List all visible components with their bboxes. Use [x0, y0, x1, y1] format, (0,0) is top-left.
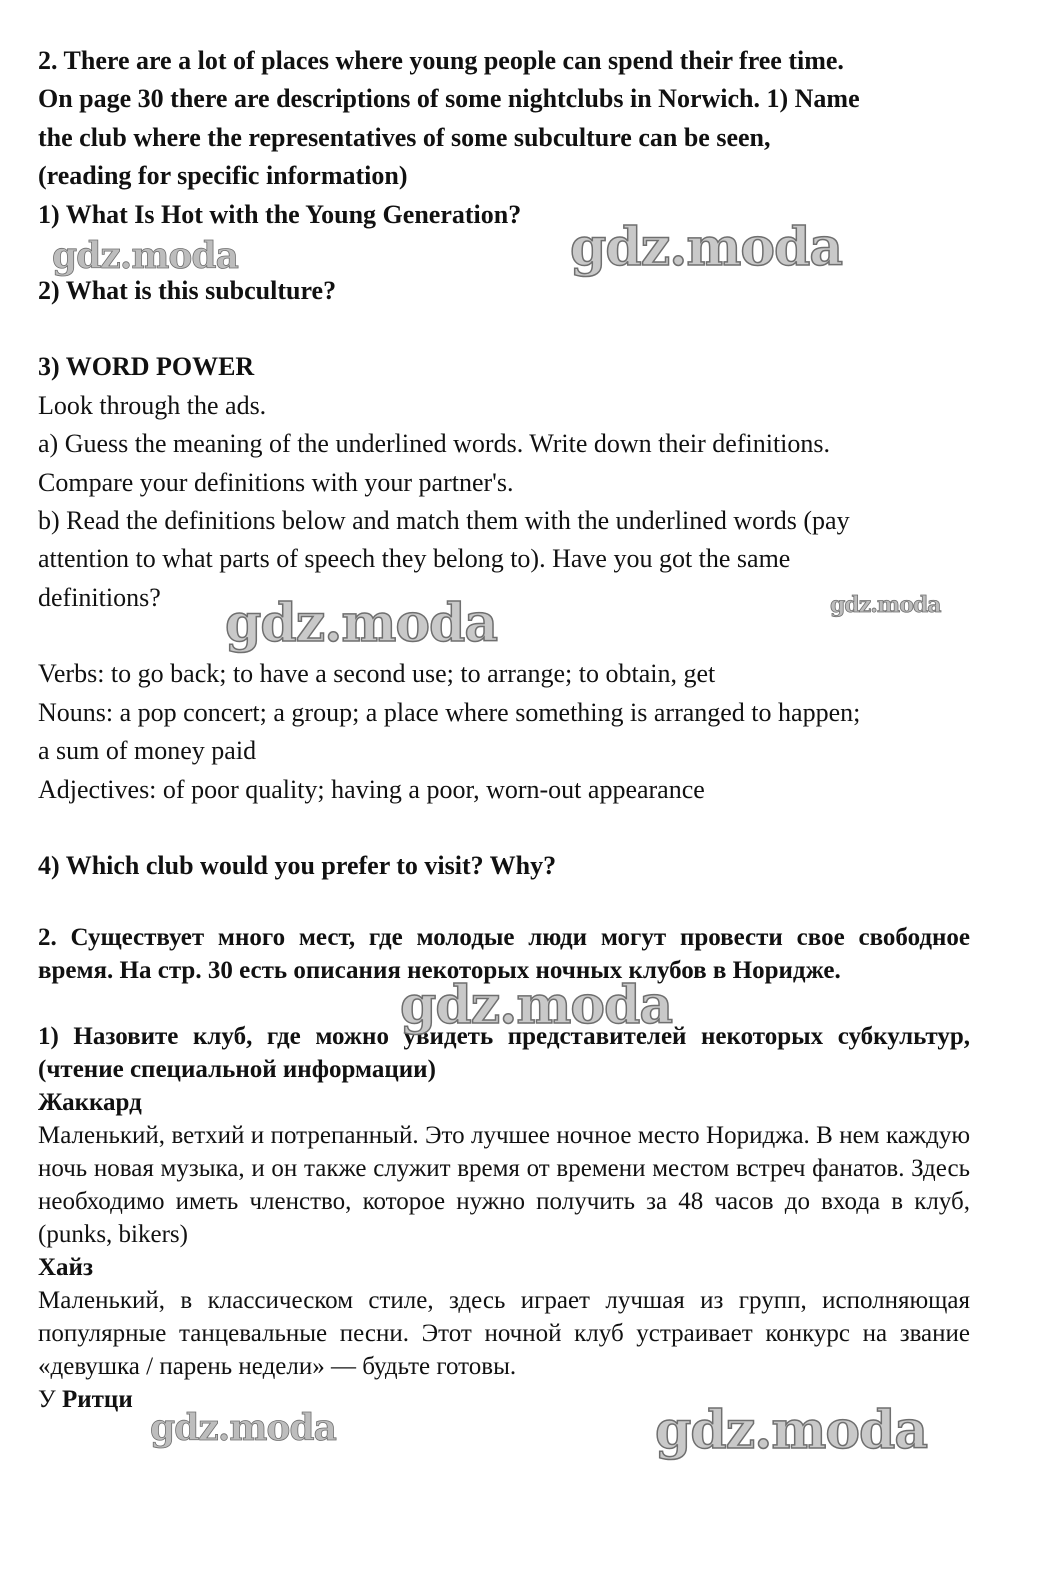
definition-line: Adjectives: of poor quality; having a poor, worn-out appearance: [38, 774, 705, 804]
russian-task-1: 1) Назовите клуб, где можно увидеть представителей некоторых субкультур, (чтение специальной информации): [38, 1023, 970, 1084]
instruction-line: definitions?: [38, 582, 161, 612]
club-name-ritzi: Ритци: [61, 1386, 133, 1414]
club-description-jacquard: Маленький, ветхий и потрепанный. Это лучшее ночное место Нориджа. В нем каждую ночь новая музыка, и он также служит время от времени местом встреч фанатов. Здесь необходимо иметь членство, которое нужно получить за 48 часов до входа в клуб, (punks, bikers): [38, 1122, 970, 1249]
watermark: gdz.moda: [225, 593, 498, 654]
watermark: gdz.moda: [570, 217, 843, 278]
intro-line: 2. There are a lot of places where young people can spend their free time.: [38, 46, 844, 75]
definition-line: Verbs: to go back; to have a second use; to arrange; to obtain, get: [38, 659, 716, 689]
watermark: gdz.moda: [655, 1400, 928, 1461]
question-3-title: 3) WORD POWER: [38, 352, 255, 382]
definition-line: Nouns: a pop concert; a group; a place where something is arranged to happen;: [38, 697, 861, 727]
intro-line: (reading for specific information): [38, 161, 408, 191]
english-section: [38, 42, 970, 885]
instruction-line: a) Guess the meaning of the underlined words. Write down their definitions.: [38, 429, 831, 459]
instruction-line: Compare your definitions with your partner's.: [38, 467, 514, 497]
question-2: 2) What is this subculture?: [38, 276, 337, 306]
instruction-line: Look through the ads.: [38, 390, 267, 420]
watermark: gdz.moda: [52, 235, 238, 277]
intro-line: On page 30 there are descriptions of some nightclubs in Norwich. 1) Name: [38, 84, 860, 114]
watermark: gdz.moda: [830, 592, 941, 618]
definition-line: a sum of money paid: [38, 736, 257, 766]
club-description-hayz: Маленький, в классическом стиле, здесь играет лучшая из групп, исполняющая популярные танцевальные песни. Этот ночной клуб устраивает конкурс на звание «девушка / парень недели» — будьте готовы.: [38, 1287, 970, 1381]
club-name-jacquard: Жаккард: [38, 1089, 142, 1117]
intro-line: the club where the representatives of some subculture can be seen,: [38, 122, 771, 152]
club-prefix: У: [38, 1386, 56, 1414]
instruction-line: b) Read the definitions below and match them with the underlined words (pay: [38, 506, 850, 536]
watermark: gdz.moda: [150, 1407, 336, 1449]
question-1: 1) What Is Hot with the Young Generation?: [38, 199, 522, 229]
instruction-line: attention to what parts of speech they belong to). Have you got the same: [38, 544, 791, 574]
watermark: gdz.moda: [400, 975, 673, 1036]
club-name-hayz: Хайз: [38, 1254, 94, 1282]
russian-intro: 2. Существует много мест, где молодые люди могут провести свое свободное время. На стр. 30 есть описания некоторых ночных клубов в Норидже.: [38, 924, 970, 985]
question-4: 4) Which club would you prefer to visit? Why?: [38, 850, 557, 880]
